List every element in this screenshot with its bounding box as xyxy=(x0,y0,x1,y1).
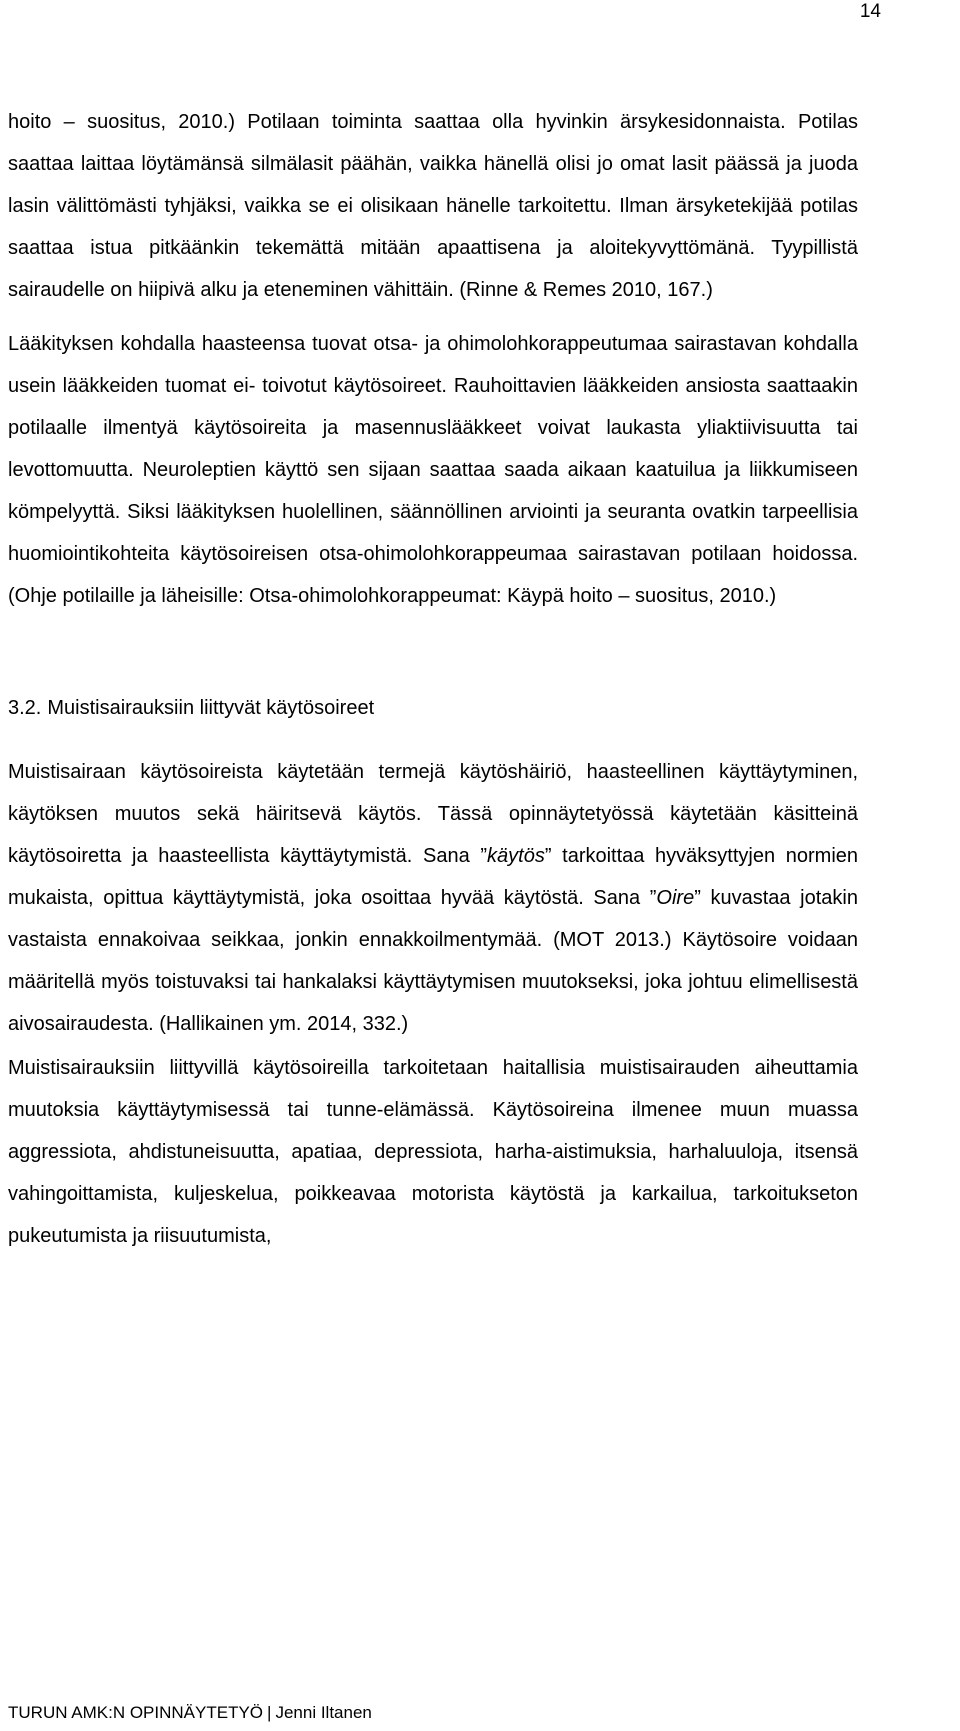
page-number: 14 xyxy=(859,1,881,22)
footer-author: Jenni Iltanen xyxy=(275,1703,372,1722)
paragraph-3-part-c: ” kuvastaa jotakin vastaista ennakoivaa seikkaa, jonkin ennakkoilmentymää. (MOT 2013.) Käytösoire voidaan määritellä myös toistuvaksi tai hankalaksi käyttäytymisen muutokseksi, joka johtuu elimellisestä aivosairaudesta. (Hallikainen ym. 2014, 332.) xyxy=(8,887,858,1035)
page-footer xyxy=(8,1702,372,1724)
section-heading xyxy=(8,687,858,729)
paragraph-3 xyxy=(8,751,858,1045)
document-body xyxy=(8,101,858,1257)
paragraph-4: Muistisairauksiin liittyvillä käytösoireilla tarkoitetaan haitallisia muistisairauden aiheuttamia muutoksia käyttäytymisessä tai tunne-elämässä. Käytösoireina ilmenee muun muassa aggressiota, ahdistuneisuutta, apatiaa, depressiota, harha-aistimuksia, harhaluuloja, itsensä vahingoittamista, kuljeskelua, poikkeavaa motorista käytöstä ja karkailua, tarkoitukseton pukeutumista ja riisuutumista, xyxy=(8,1057,858,1247)
section-title: Muistisairauksiin liittyvät käytösoireet xyxy=(47,697,375,719)
footer-separator: | xyxy=(267,1703,272,1722)
paragraph-2: Lääkityksen kohdalla haasteensa tuovat otsa- ja ohimolohkorappeutumaa sairastavan kohdalla usein lääkkeiden tuomat ei- toivotut käytösoireet. Rauhoittavien lääkkeiden ansiosta saattaakin potilaalle ilmentyä käytösoireita ja masennuslääkkeet voivat laukasta yliaktiivisuutta tai levottomuutta. Neuroleptien käyttö sen sijaan saattaa saada aikaan kaatuilua ja liikkumiseen kömpelyyttä. Siksi lääkityksen huolellinen, säännöllinen arviointi ja seuranta ovatkin tarpeellisia huomiointikohteita käytösoireisen otsa-ohimolohkorappeumaa sairastavan potilaan hoidossa. (Ohje potilaille ja läheisille: Otsa-ohimolohkorappeumat: Käypä hoito – suositus, 2010.) xyxy=(8,333,858,607)
term-oire: Oire xyxy=(656,887,695,909)
paragraph-3-part-b: ” tarkoittaa hyväksyttyjen normien mukaista, opittua käyttäytymistä, joka osoittaa hyvää käytöstä. Sana ” xyxy=(8,845,859,909)
term-kaytos: käytös xyxy=(487,845,545,867)
paragraph-3-part-a: Muistisairaan käytösoireista käytetään termejä käytöshäiriö, haasteellinen käyttäytyminen, käytöksen muutos sekä häiritsevä käytös. Tässä opinnäytetyössä käytetään käsitteinä käytösoiretta ja haasteellista käyttäytymistä. Sana ” xyxy=(8,761,858,867)
paragraph-1: hoito – suositus, 2010.) Potilaan toiminta saattaa olla hyvinkin ärsykesidonnaista. Potilas saattaa laittaa löytämänsä silmälasit päähän, vaikka hänellä olisi jo omat lasit päässä ja juoda lasin välittömästi tyhjäksi, vaikka se ei olisikaan hänelle tarkoitettu. Ilman ärsyketekijää potilas saattaa istua pitkäänkin tekemättä mitään apaattisena ja aloitekyvyttömänä. Tyypillistä sairaudelle on hiipivä alku ja eteneminen vähittäin. (Rinne & Remes 2010, 167.) xyxy=(8,111,858,301)
section-number: 3.2. xyxy=(8,697,42,719)
footer-institution: TURUN AMK:N OPINNÄYTETYÖ xyxy=(8,1703,264,1722)
